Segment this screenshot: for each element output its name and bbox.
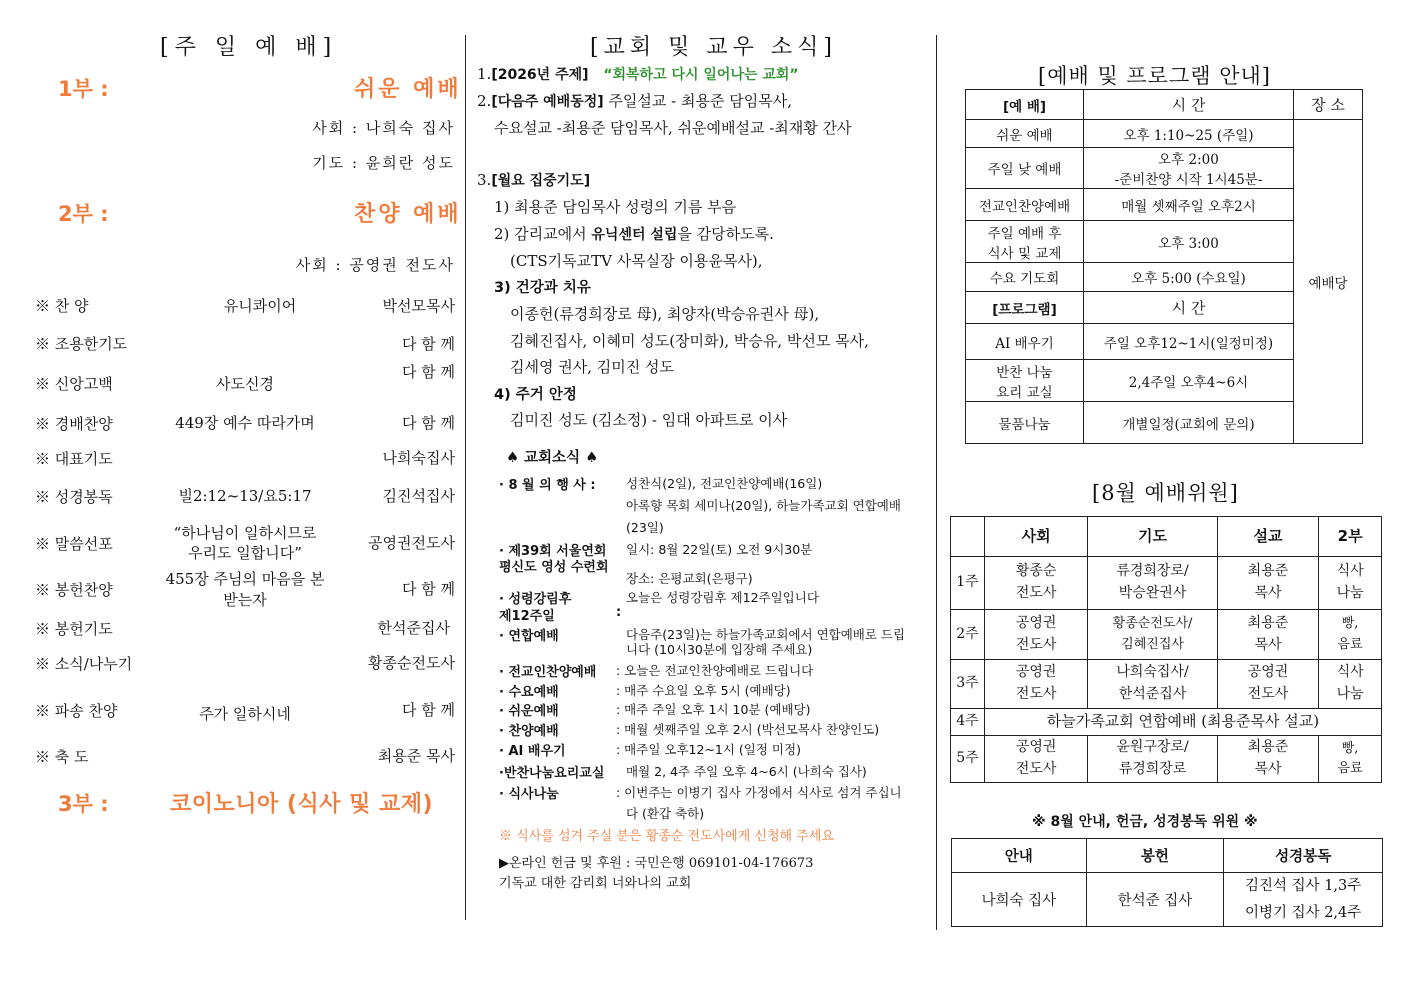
praise-text: : 오늘은 전교인찬양예배로 드립니다: [616, 663, 814, 678]
host-cell: [984, 660, 1087, 709]
part3-service: 코이노니아 (식사 및 교제): [170, 792, 434, 817]
order-label: ※ 축 도: [35, 748, 89, 766]
host-line: 전도사: [1015, 585, 1057, 601]
order-person: 다 함 께: [401, 363, 455, 381]
online-offering: ▶온라인 헌금 및 후원 : 국민은행 069101-04-176673: [499, 856, 814, 871]
offering-cell: 한석준 집사: [1086, 873, 1224, 927]
host-line: 전도사: [1015, 636, 1057, 653]
committee-header: 기도: [1088, 517, 1217, 557]
preach-line: 목사: [1254, 761, 1282, 777]
schedule-name: 쉬운 예배: [966, 120, 1084, 148]
retreat-line1: 일시: 8월 22일(토) 오전 9시30분: [626, 542, 813, 557]
joint-label: · 연합예배: [499, 629, 559, 644]
schedule-time: [1084, 148, 1294, 189]
ai-text: : 매주일 오후12~1시 (일정 미정): [616, 742, 801, 757]
prayer-2: [494, 223, 774, 244]
theme-heading: [2026년 주제]: [491, 67, 589, 83]
preach-line: 목사: [1254, 636, 1282, 653]
preach-line: 최용준: [1247, 739, 1289, 756]
prayer-cell: [1088, 557, 1217, 610]
committee-row: [951, 660, 1382, 709]
next-week-heading: [다음주 예배동정]: [491, 94, 604, 110]
choir-text: : 매월 셋째주일 오후 2시 (박선모목사 찬양인도): [616, 722, 880, 737]
part2-label: 2부 :: [58, 202, 109, 226]
retreat-line2: 장소: 은평교회(은평구): [626, 571, 753, 586]
part2-cell: [1319, 660, 1382, 709]
ai-label: · AI 배우기: [499, 744, 566, 759]
preach-line: 목사: [1254, 585, 1282, 601]
host-line: 전도사: [1015, 761, 1057, 777]
prayer-cell: [1088, 610, 1217, 660]
retreat-label-2: 평신도 영성 수련회: [499, 560, 609, 575]
host-line: 공영권: [1015, 614, 1057, 631]
schedule-name: 전교인찬양예배: [966, 189, 1084, 221]
schedule-name: 주일 낮 예배: [966, 148, 1084, 189]
part2-line: 나눔: [1336, 585, 1364, 601]
schedule-name-line1: 주일 예배 후: [987, 225, 1062, 242]
week-label: 3주: [951, 660, 985, 709]
pentecost-label-1: · 성령강림후: [499, 592, 572, 607]
part2-line: 음료: [1337, 761, 1363, 776]
order-person: 다 함 께: [401, 580, 455, 598]
column-divider-left: [465, 35, 466, 920]
order-label: ※ 찬 양: [35, 297, 89, 315]
program-header: 시 간: [1084, 292, 1294, 324]
meal-line2: 다 (환갑 축하): [626, 806, 705, 821]
order-content-line2: 받는자: [223, 591, 267, 609]
committee-row: [951, 557, 1382, 610]
part2-line: 식사: [1336, 563, 1364, 580]
committee-header: 사회: [984, 517, 1087, 557]
next-week-text-2: 수요설교 -최용준 담임목사, 쉬운예배설교 -최재황 간사: [494, 119, 852, 137]
prayer-2-bold: 유닉센터 설립: [591, 227, 678, 243]
prayer-line: [477, 170, 590, 190]
pentecost-colon: :: [616, 605, 622, 620]
roles-table: [951, 838, 1383, 927]
host-line: 황종순: [1015, 563, 1057, 580]
part2-line: 나눔: [1336, 686, 1364, 702]
program-header: [프로그램]: [966, 292, 1084, 324]
theme-line: [477, 64, 799, 84]
order-person: 황종순전도사: [368, 654, 455, 672]
choir-label: · 찬양예배: [499, 724, 559, 739]
prayer-3-line3: 김세영 권사, 김미진 성도: [510, 358, 674, 376]
order-label: ※ 말씀선포: [35, 535, 113, 553]
prayer-line: 박승완권사: [1118, 585, 1187, 601]
schedule-time-line1: 오후 2:00: [1158, 152, 1219, 168]
committee-row: [951, 709, 1382, 736]
part2-line: 음료: [1337, 636, 1363, 652]
order-content-line2: 우리도 일합니다”: [188, 544, 302, 562]
next-week-line: [477, 90, 792, 111]
program-time: 주일 오후12~1시(일정미정): [1084, 324, 1294, 360]
easy-text: : 매주 주일 오후 1시 10분 (예배당): [616, 702, 811, 717]
order-label: ※ 파송 찬양: [35, 702, 118, 720]
preach-cell: [1217, 736, 1319, 783]
meal-line1: : 이번주는 이병기 집사 가정에서 식사로 섬겨 주십니: [616, 785, 902, 800]
order-person: 최용준 목사: [377, 747, 455, 765]
order-label: ※ 조용한기도: [35, 335, 128, 353]
schedule-time: 오후 3:00: [1084, 221, 1294, 263]
part1-service: 쉬운 예배: [354, 77, 462, 102]
part2-line: 식사: [1336, 664, 1364, 681]
prayer-4-line1: 김미진 성도 (김소정) - 임대 아파트로 이사: [510, 411, 788, 429]
praise-label: · 전교인찬양예배: [499, 665, 597, 680]
preach-cell: [1217, 610, 1319, 660]
events-line3: (23일): [626, 520, 664, 535]
schedule-header: 장 소: [1294, 90, 1363, 120]
prayer-line: 한석준집사: [1118, 686, 1187, 702]
prayer-3-heading: 3) 건강과 치유: [494, 280, 591, 296]
joint-worship-cell: 하늘가족교회 연합예배 (최용준목사 설교): [984, 709, 1381, 736]
week-label: 5주: [951, 736, 985, 783]
committee-row: [951, 610, 1382, 660]
part1-prayer: 기도 : 윤희란 성도: [312, 154, 455, 172]
committee-corner: [951, 517, 985, 557]
events-label: · 8 월 의 행 사 :: [499, 478, 596, 493]
order-person: 김진석집사: [382, 487, 455, 505]
prayer-line: 김혜진집사: [1121, 636, 1184, 652]
church-name: 기독교 대한 감리회 너와나의 교회: [499, 876, 692, 891]
preach-line: 전도사: [1247, 686, 1289, 702]
meal-label: · 식사나눔: [499, 787, 559, 802]
order-person: 공영권전도사: [368, 534, 455, 552]
order-person: 다 함 께: [401, 701, 455, 719]
committee-row: [951, 736, 1382, 783]
prayer-3-line2: 김혜진집사, 이혜미 성도(장미화), 박승유, 박선모 목사,: [510, 332, 869, 350]
order-person: 나희숙집사: [382, 449, 455, 467]
order-label: ※ 소식/나누기: [35, 655, 133, 673]
order-person: 다 함 께: [401, 414, 455, 432]
schedule-time-line2: -준비찬양 시작 1시45분-: [1114, 172, 1263, 188]
church-news-heading: ♠ 교회소식 ♠: [506, 450, 599, 466]
item-number: 2.: [477, 92, 492, 110]
guide-cell: 나희숙 집사: [952, 873, 1087, 927]
prayer-line: 류경희장로/: [1116, 563, 1189, 580]
schedule-header: [예 배]: [966, 90, 1084, 120]
prayer-2-line2: (CTS기독교TV 사목실장 이용윤목사),: [510, 252, 763, 270]
pentecost-label-2: 제12주일: [499, 609, 555, 624]
roles-header: 봉헌: [1086, 839, 1224, 873]
reading-line: 이병기 집사 2,4주: [1244, 904, 1362, 921]
part1-host: 사회 : 나희숙 집사: [312, 119, 455, 137]
committee-header: 2부: [1319, 517, 1382, 557]
order-content-line1: 455장 주님의 마음을 본: [165, 570, 325, 588]
cook-label: ·반찬나눔요리교실: [499, 766, 605, 781]
preach-line: 최용준: [1247, 563, 1289, 580]
reading-cell: [1224, 873, 1383, 927]
part2-line: 빵,: [1341, 616, 1359, 632]
order-person: 한석준집사: [377, 619, 450, 637]
prayer-2-post: 을 감당하도록.: [677, 225, 774, 243]
prayer-line: 류경희장로: [1118, 761, 1187, 777]
order-content: 유니콰이어: [223, 297, 297, 315]
schedule-time: 오후 5:00 (수요일): [1084, 263, 1294, 292]
host-line: 공영권: [1015, 664, 1057, 681]
schedule-header: 시 간: [1084, 90, 1294, 120]
program-name: AI 배우기: [966, 324, 1084, 360]
part2-cell: [1319, 610, 1382, 660]
pentecost-text: 오늘은 성령강림후 제12주일입니다: [626, 590, 819, 605]
retreat-label-1: · 제39회 서울연회: [499, 544, 607, 559]
item-number: 1.: [477, 65, 492, 83]
church-news-title: [교회 및 교우 소식]: [590, 35, 837, 60]
joint-line1: 다음주(23일)는 하늘가족교회에서 연합예배로 드립: [626, 627, 906, 642]
prayer-line: 황종순전도사/: [1112, 616, 1193, 632]
committee-header: 설교: [1217, 517, 1319, 557]
program-name: [966, 360, 1084, 402]
order-content-line1: “하나님이 일하시므로: [173, 524, 317, 542]
august-roles-title: ※ 8월 안내, 헌금, 성경봉독 위원 ※: [1032, 814, 1258, 830]
reading-line: 김진석 집사 1,3주: [1244, 878, 1362, 895]
program-name-line2: 요리 교실: [996, 384, 1053, 401]
prayer-4-heading: 4) 주거 안정: [494, 387, 577, 403]
host-line: 전도사: [1015, 686, 1057, 702]
order-content: 사도신경: [216, 375, 274, 393]
order-content: 빌2:12~13/요5:17: [178, 487, 312, 505]
roles-header: 안내: [952, 839, 1087, 873]
prayer-2-pre: 2) 감리교에서: [494, 225, 592, 243]
order-content: 주가 일하시네: [199, 705, 291, 723]
roles-header: 성경봉독: [1224, 839, 1383, 873]
program-name-line1: 반찬 나눔: [996, 364, 1053, 381]
wed-text: : 매주 수요일 오후 5시 (예배당): [616, 683, 791, 698]
theme-text: “회복하고 다시 일어나는 교회”: [603, 67, 799, 83]
host-cell: [984, 610, 1087, 660]
schedule-name: [966, 221, 1084, 263]
events-line1: 성찬식(2일), 전교인찬양예배(16일): [626, 476, 823, 491]
committee-table: [950, 516, 1382, 783]
preach-line: 최용준: [1247, 614, 1289, 631]
cook-text: 매월 2, 4주 주일 오후 4~6시 (나희숙 집사): [626, 764, 867, 779]
next-week-text: 주일설교 - 최용준 담임목사,: [608, 92, 792, 110]
schedule-name-line2: 식사 및 교제: [987, 245, 1062, 262]
host-cell: [984, 557, 1087, 610]
easy-label: · 쉬운예배: [499, 704, 559, 719]
column-divider-right: [936, 35, 937, 930]
order-label: ※ 경배찬양: [35, 415, 113, 433]
item-number: 3.: [477, 171, 492, 189]
part2-line: 빵,: [1341, 740, 1359, 756]
program-name: 물품나눔: [966, 402, 1084, 444]
preach-line: 공영권: [1247, 664, 1289, 681]
schedule-name: 수요 기도회: [966, 263, 1084, 292]
prayer-heading: [월요 집중기도]: [491, 173, 591, 189]
week-label: 1주: [951, 557, 985, 610]
schedule-place: 예배당: [1294, 120, 1363, 444]
wed-label: · 수요예배: [499, 685, 559, 700]
part1-label: 1부 :: [58, 77, 109, 101]
part2-service: 찬양 예배: [354, 202, 462, 227]
august-committee-title: [8월 예배위원]: [1092, 481, 1239, 505]
program-guide-title: [예배 및 프로그램 안내]: [1038, 64, 1271, 88]
preach-cell: [1217, 660, 1319, 709]
order-label: ※ 신앙고백: [35, 375, 113, 393]
order-person: 다 함 께: [401, 335, 455, 353]
order-label: ※ 대표기도: [35, 450, 113, 468]
week-label: 4주: [951, 709, 985, 736]
prayer-line: 나희숙집사/: [1116, 664, 1189, 681]
part2-cell: [1319, 557, 1382, 610]
prayer-cell: [1088, 736, 1217, 783]
program-time: 2,4주일 오후4~6시: [1084, 360, 1294, 402]
schedule-time: 매월 셋째주일 오후2시: [1084, 189, 1294, 221]
prayer-3-line1: 이종헌(류경희장로 母), 최양자(박승유권사 母),: [510, 305, 820, 323]
part3-label: 3부 :: [58, 792, 109, 816]
part2-host: 사회 : 공영권 전도사: [295, 256, 455, 274]
preach-cell: [1217, 557, 1319, 610]
events-line2: 아록향 목회 세미나(20일), 하늘가족교회 연합예배: [626, 498, 901, 513]
order-person: 박선모목사: [382, 297, 455, 315]
order-label: ※ 성경봉독: [35, 488, 113, 506]
prayer-1: 1) 최용준 담임목사 성령의 기름 부음: [494, 198, 737, 216]
part2-cell: [1319, 736, 1382, 783]
schedule-time: 오후 1:10~25 (주일): [1084, 120, 1294, 148]
sunday-worship-title: [주 일 예 배]: [160, 35, 338, 60]
order-label: ※ 봉헌기도: [35, 620, 113, 638]
order-content: 449장 예수 따라가며: [175, 414, 315, 432]
prayer-cell: [1088, 660, 1217, 709]
schedule-table: [965, 89, 1363, 444]
program-time: 개별일정(교회에 문의): [1084, 402, 1294, 444]
joint-line2: 니다 (10시30분에 입장해 주세요): [626, 642, 813, 657]
prayer-line: 윤원구장로/: [1116, 739, 1189, 756]
week-label: 2주: [951, 610, 985, 660]
host-line: 공영권: [1015, 739, 1057, 756]
host-cell: [984, 736, 1087, 783]
meal-notice: ※ 식사를 섬겨 주실 분은 황종순 전도사에게 신청해 주세요: [499, 829, 834, 844]
order-label: ※ 봉헌찬양: [35, 581, 113, 599]
